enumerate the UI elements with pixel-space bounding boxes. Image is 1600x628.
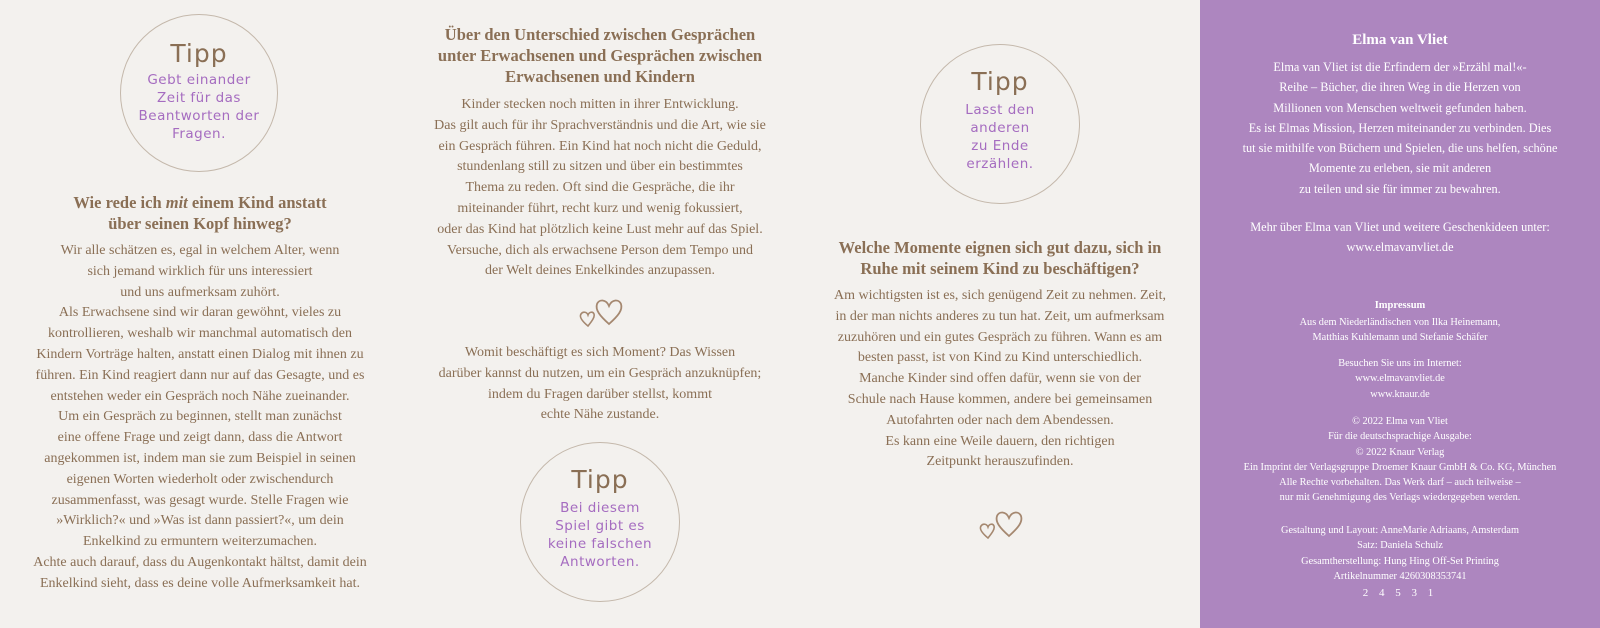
tip-circle-3 (520, 442, 680, 602)
tip-title: Tipp (971, 67, 1029, 96)
tip-text: Bei diesem Spiel gibt es keine falschen Antworten. (547, 500, 653, 570)
website-link[interactable]: www.elmavanvliet.de (1346, 240, 1454, 255)
heart-icon (978, 508, 1024, 542)
more-info: Mehr über Elma van Vliet und weitere Geschenkideen unter: www.elmavanvliet.de (1216, 217, 1584, 258)
production-credits: Gestaltung und Layout: AnneMarie Adriaans, Amsterdam Satz: Daniela Schulz Gesamtherstellung: Hung Hing Off-Set Printing Artikelnummer 4260308353741 (1281, 525, 1519, 582)
col3-heading: Welche Momente eignen sich gut dazu, sich in Ruhe mit seinem Kind zu beschäftigen? (838, 238, 1162, 278)
copyright-info: © 2022 Elma van Vliet Für die deutschsprachige Ausgabe: © 2022 Knaur Verlag Ein Imprint der Verlagsgruppe Droemer Knaur GmbH & Co. KG, München Alle Rechte vorbehalten. Das Werk darf – auch teilweise – nur mit Genehmigung des Verlags wiedergegeben werden. (1243, 416, 1557, 504)
publisher-link[interactable]: www.knaur.de (1370, 388, 1430, 400)
print-numbers: 2 4 5 3 1 (1362, 587, 1438, 599)
tip-text: Lasst den anderen zu Ende erzählen. (965, 102, 1035, 172)
author-sidebar (1200, 0, 1600, 628)
tip-text: Gebt einander Zeit für das Beantworten der Fragen. (138, 72, 260, 142)
author-name: Elma van Vliet (1352, 32, 1448, 48)
col2-body: Kinder stecken noch mitten in ihrer Entwicklung. Das gilt auch für ihr Sprachverständnis und die Art, wie sie ein Gespräch führen. Ein Kind hat noch nicht die Geduld, stundenlang still zu sitzen und über ein bestimmtes Thema zu reden. Oft sind die Gespräche, die ihr miteinander führt, recht kurz und wenig fokussiert, oder das Kind hat plötzlich keine Lust mehr auf das Spiel. Versuche, dich als erwachsene Person dem Tempo und der Welt deines Enkelkindes anzupassen. (434, 97, 766, 279)
col2-body-2: Womit beschäftigt es sich Moment? Das Wissen darüber kannst du nutzen, um ein Gespräch anzuknüpfen; indem du Fragen darüber stellst, kommt echte Nähe zustande. (438, 345, 762, 423)
col1-heading: Wie rede ich mit einem Kind anstatt über seinen Kopf hinweg? (73, 193, 327, 233)
col1-body: Wir alle schätzen es, egal in welchem Alter, wenn sich jemand wirklich für uns interessiert und uns aufmerksam zuhört. Als Erwachsene sind wir daran gewöhnt, vieles zu kontrollieren, weshalb wir manchmal automatisch den Kindern Vorträge halten, anstatt einen Dialog mit ihnen zu führen. Ein Kind reagiert dann nur auf das Gesagte, und es entstehen weder ein Gespräch noch Nähe zueinander. Um ein Gespräch zu beginnen, stellt man zunächst eine offene Frage und zeigt dann, dass die Antwort angekommen ist, indem man sie zum Beispiel in seinen eigenen Worten wiederholt oder zwischendurch zusammenfasst, was gesagt wurde. Stelle Fragen wie »Wirklich?« und »Was ist dann passiert?«, um dein Enkelkind zu ermuntern weiterzumachen. Achte auch darauf, dass du Augenkontakt hältst, damit dein Enkelkind sieht, dass es deine volle Aufmerksamkeit hat. (33, 243, 367, 591)
impressum-title: Impressum (1374, 300, 1426, 311)
tip-title: Tipp (170, 39, 228, 68)
author-bio: Elma van Vliet ist die Erfindern der »Erzähl mal!«- Reihe – Bücher, die ihren Weg in die Herzen von Millionen von Menschen weltweit gefunden haben. Es ist Elmas Mission, Herzen miteinander zu verbinden. Dies tut sie mithilfe von Büchern und Spielen, die uns helfen, schöne Momente zu erleben, sie mit anderen zu teilen und sie für immer zu bewahren. (1242, 60, 1558, 196)
translation-credit: Aus dem Niederländischen von Ilka Heinemann, Matthias Kuhlemann und Stefanie Schäfer (1299, 317, 1501, 344)
heart-icon (578, 296, 624, 330)
col3-body: Am wichtigsten ist es, sich genügend Zeit zu nehmen. Zeit, in der man nichts anderes zu tun hat. Zeit, um aufmerksam zuzuhören und ein gutes Gespräch zu führen. Wann es am besten passt, ist von Kind zu Kind unterschiedlich. Manche Kinder sind offen dafür, wenn sie von der Schule nach Hause kommen, andere bei gemeinsamen Autofahrten oder nach dem Abendessen. Es kann eine Weile dauern, den richtigen Zeitpunkt herauszufinden. (833, 288, 1167, 470)
visit-info: Besuchen Sie uns im Internet: www.elmavanvliet.de www.knaur.de (1210, 356, 1590, 402)
tip-circle-1 (120, 14, 278, 172)
tip-circle-2 (920, 44, 1080, 204)
tip-title: Tipp (571, 465, 629, 494)
website-link[interactable]: www.elmavanvliet.de (1355, 373, 1445, 385)
col2-heading: Über den Unterschied zwischen Gesprächen unter Erwachsenen und Gesprächen zwischen Erwachsenen und Kindern (437, 25, 763, 86)
